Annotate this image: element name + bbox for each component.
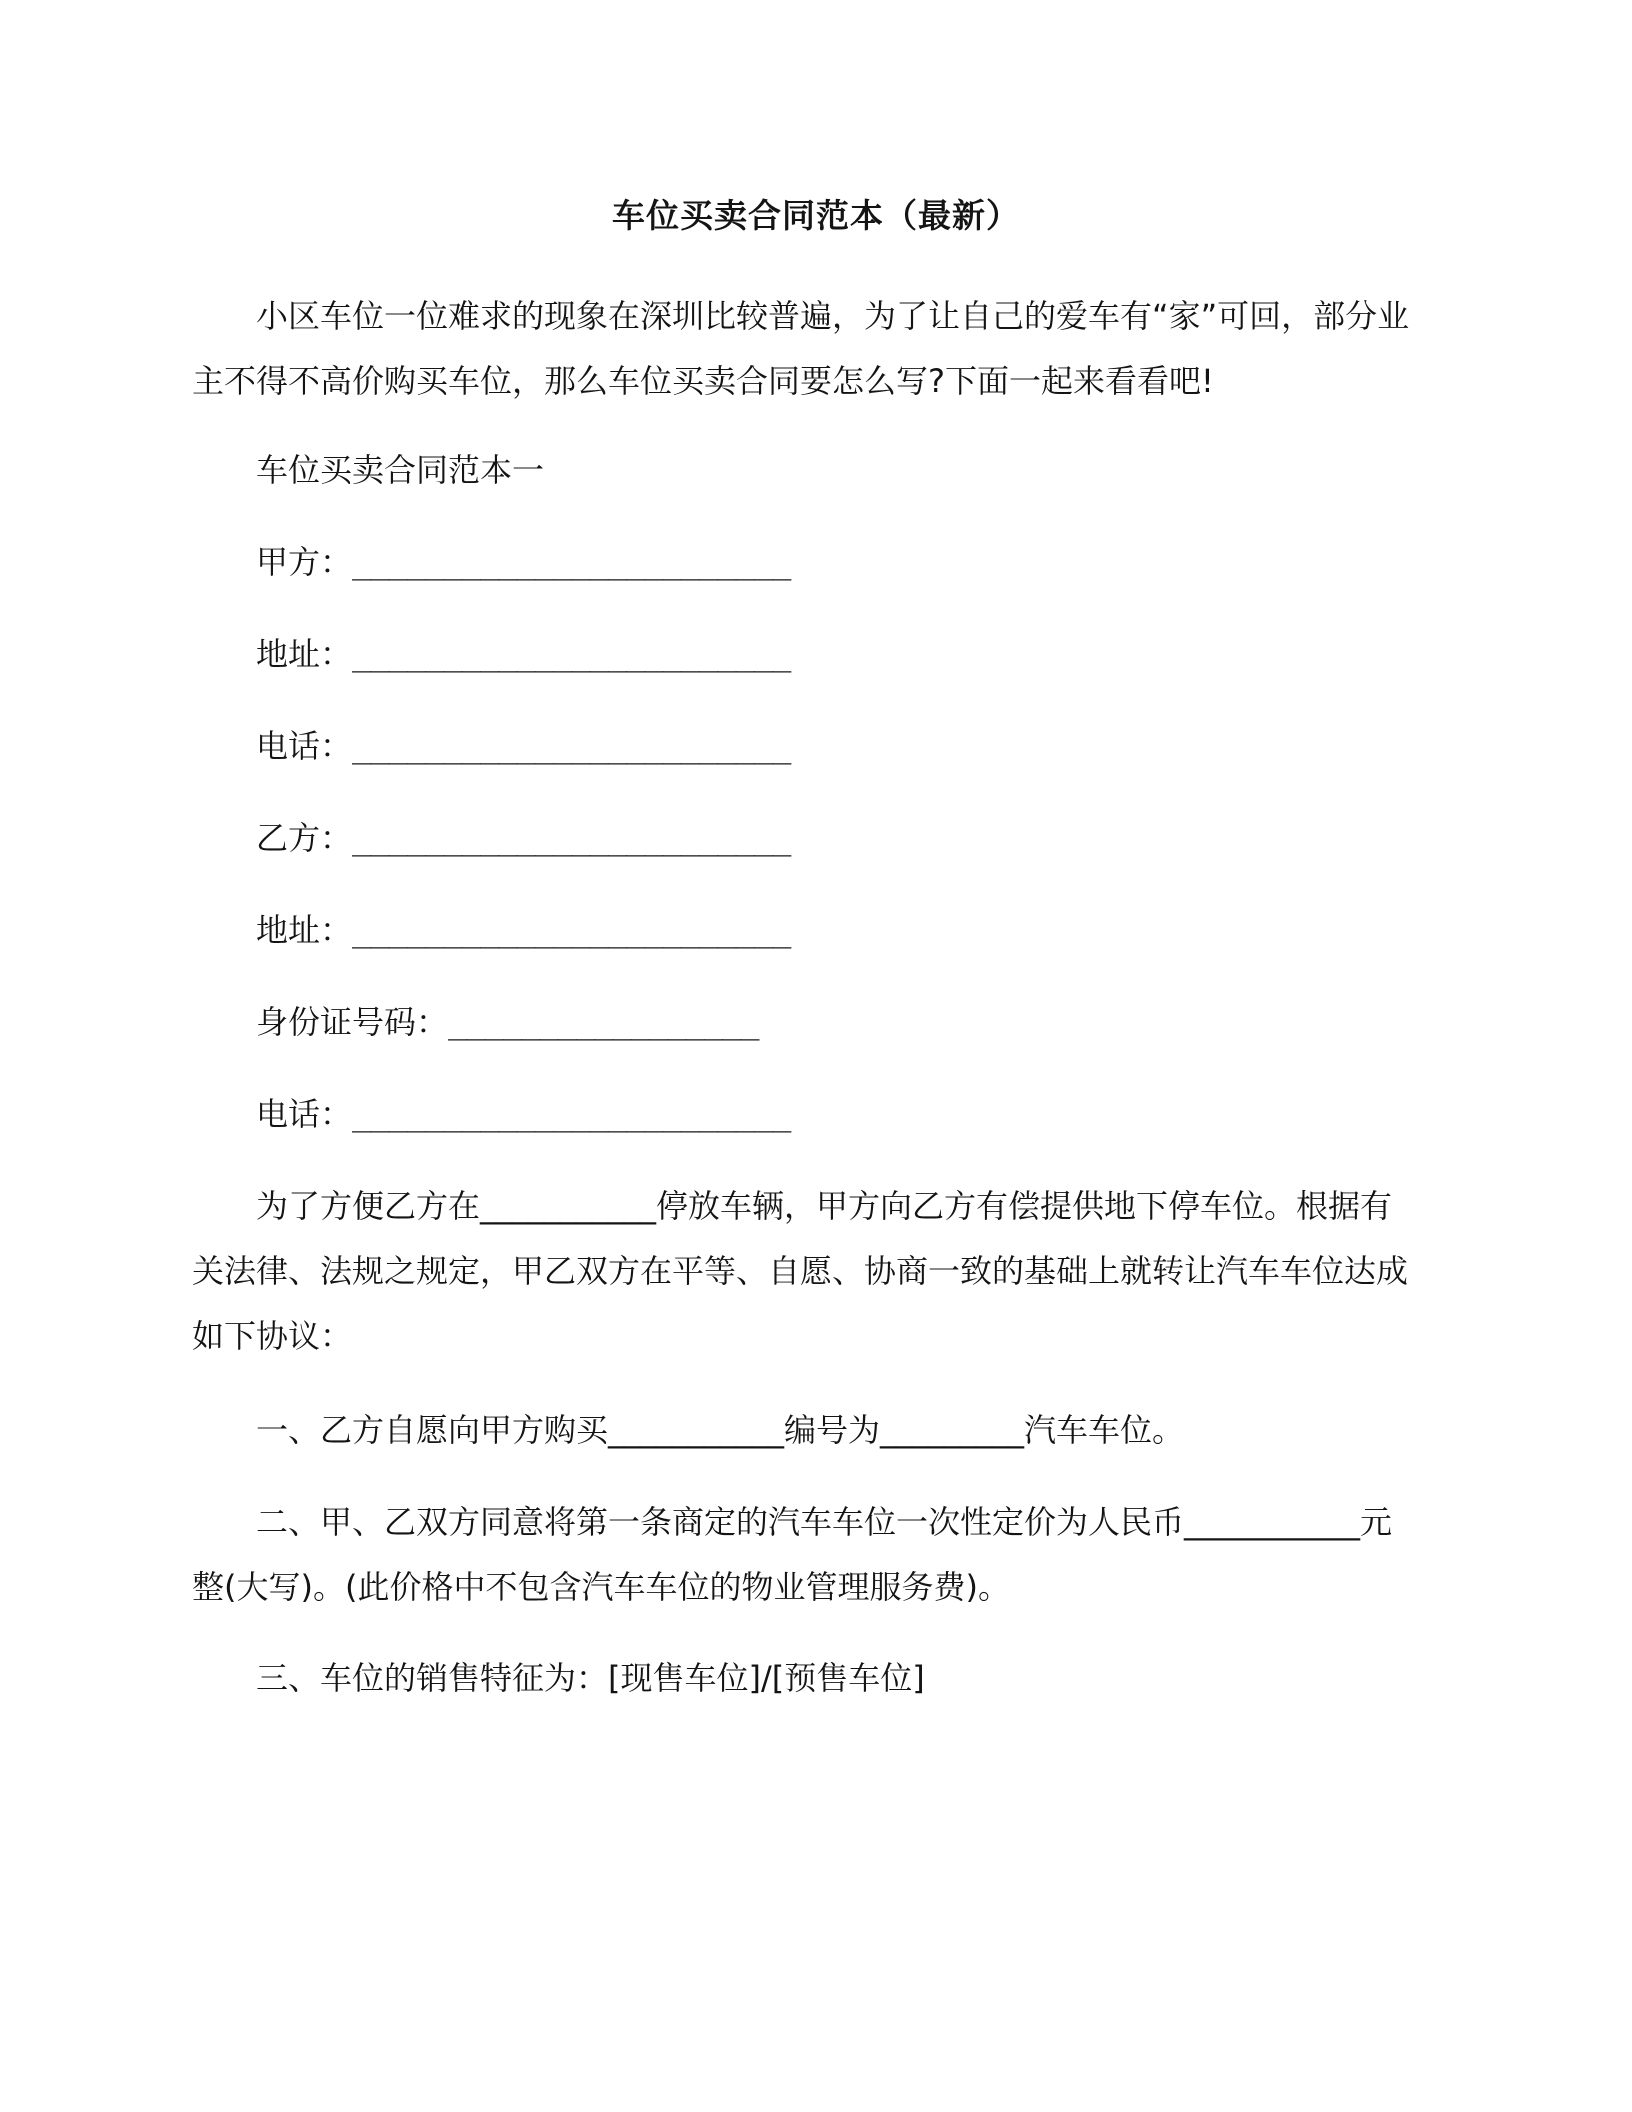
fill-blank: ________________________	[352, 1095, 791, 1133]
fill-blank: ________________________	[352, 911, 791, 949]
fill-blank: ________________________	[352, 635, 791, 673]
fill-blank: ________________________	[352, 543, 791, 581]
sample-heading: 车位买卖合同范本一	[256, 451, 545, 489]
fill-blank: _________________	[448, 1003, 759, 1041]
clause-1: 一、乙方自愿向甲方购买___________编号为_________汽车车位。	[256, 1411, 1185, 1449]
fill-blank: ________________________	[352, 727, 791, 765]
field-address-b	[256, 906, 790, 954]
field-label: 乙方：	[256, 819, 353, 857]
field-label: 地址：	[256, 635, 353, 673]
field-label: 甲方：	[256, 543, 353, 581]
document-title: 车位买卖合同范本（最新）	[612, 196, 1020, 235]
clause-3: 三、车位的销售特征为：[现售车位]/[预售车位]	[256, 1659, 925, 1697]
field-label: 电话：	[256, 727, 353, 765]
field-party-b	[256, 814, 790, 862]
field-party-a	[256, 538, 790, 586]
field-label: 电话：	[256, 1095, 353, 1133]
preamble-paragraph: 为了方便乙方在___________停放车辆，甲方向乙方有偿提供地下停车位。根据有关法律、法规之规定，甲乙双方在平等、自愿、协商一致的基础上就转让汽车车位达成如下协议：	[192, 1187, 1409, 1355]
field-phone-a	[256, 722, 790, 770]
field-phone-b	[256, 1090, 790, 1138]
field-label: 地址：	[256, 911, 353, 949]
field-id-number	[256, 998, 759, 1046]
field-address-a	[256, 630, 790, 678]
fill-blank: ________________________	[352, 819, 791, 857]
clause-2: 二、甲、乙双方同意将第一条商定的汽车车位一次性定价为人民币___________元整(大写)。(此价格中不包含汽车车位的物业管理服务费)。	[192, 1503, 1393, 1606]
intro-paragraph: 小区车位一位难求的现象在深圳比较普遍，为了让自己的爱车有“家”可回，部分业主不得不高价购买车位，那么车位买卖合同要怎么写?下面一起来看看吧!	[192, 297, 1410, 400]
field-label: 身份证号码：	[256, 1003, 449, 1041]
